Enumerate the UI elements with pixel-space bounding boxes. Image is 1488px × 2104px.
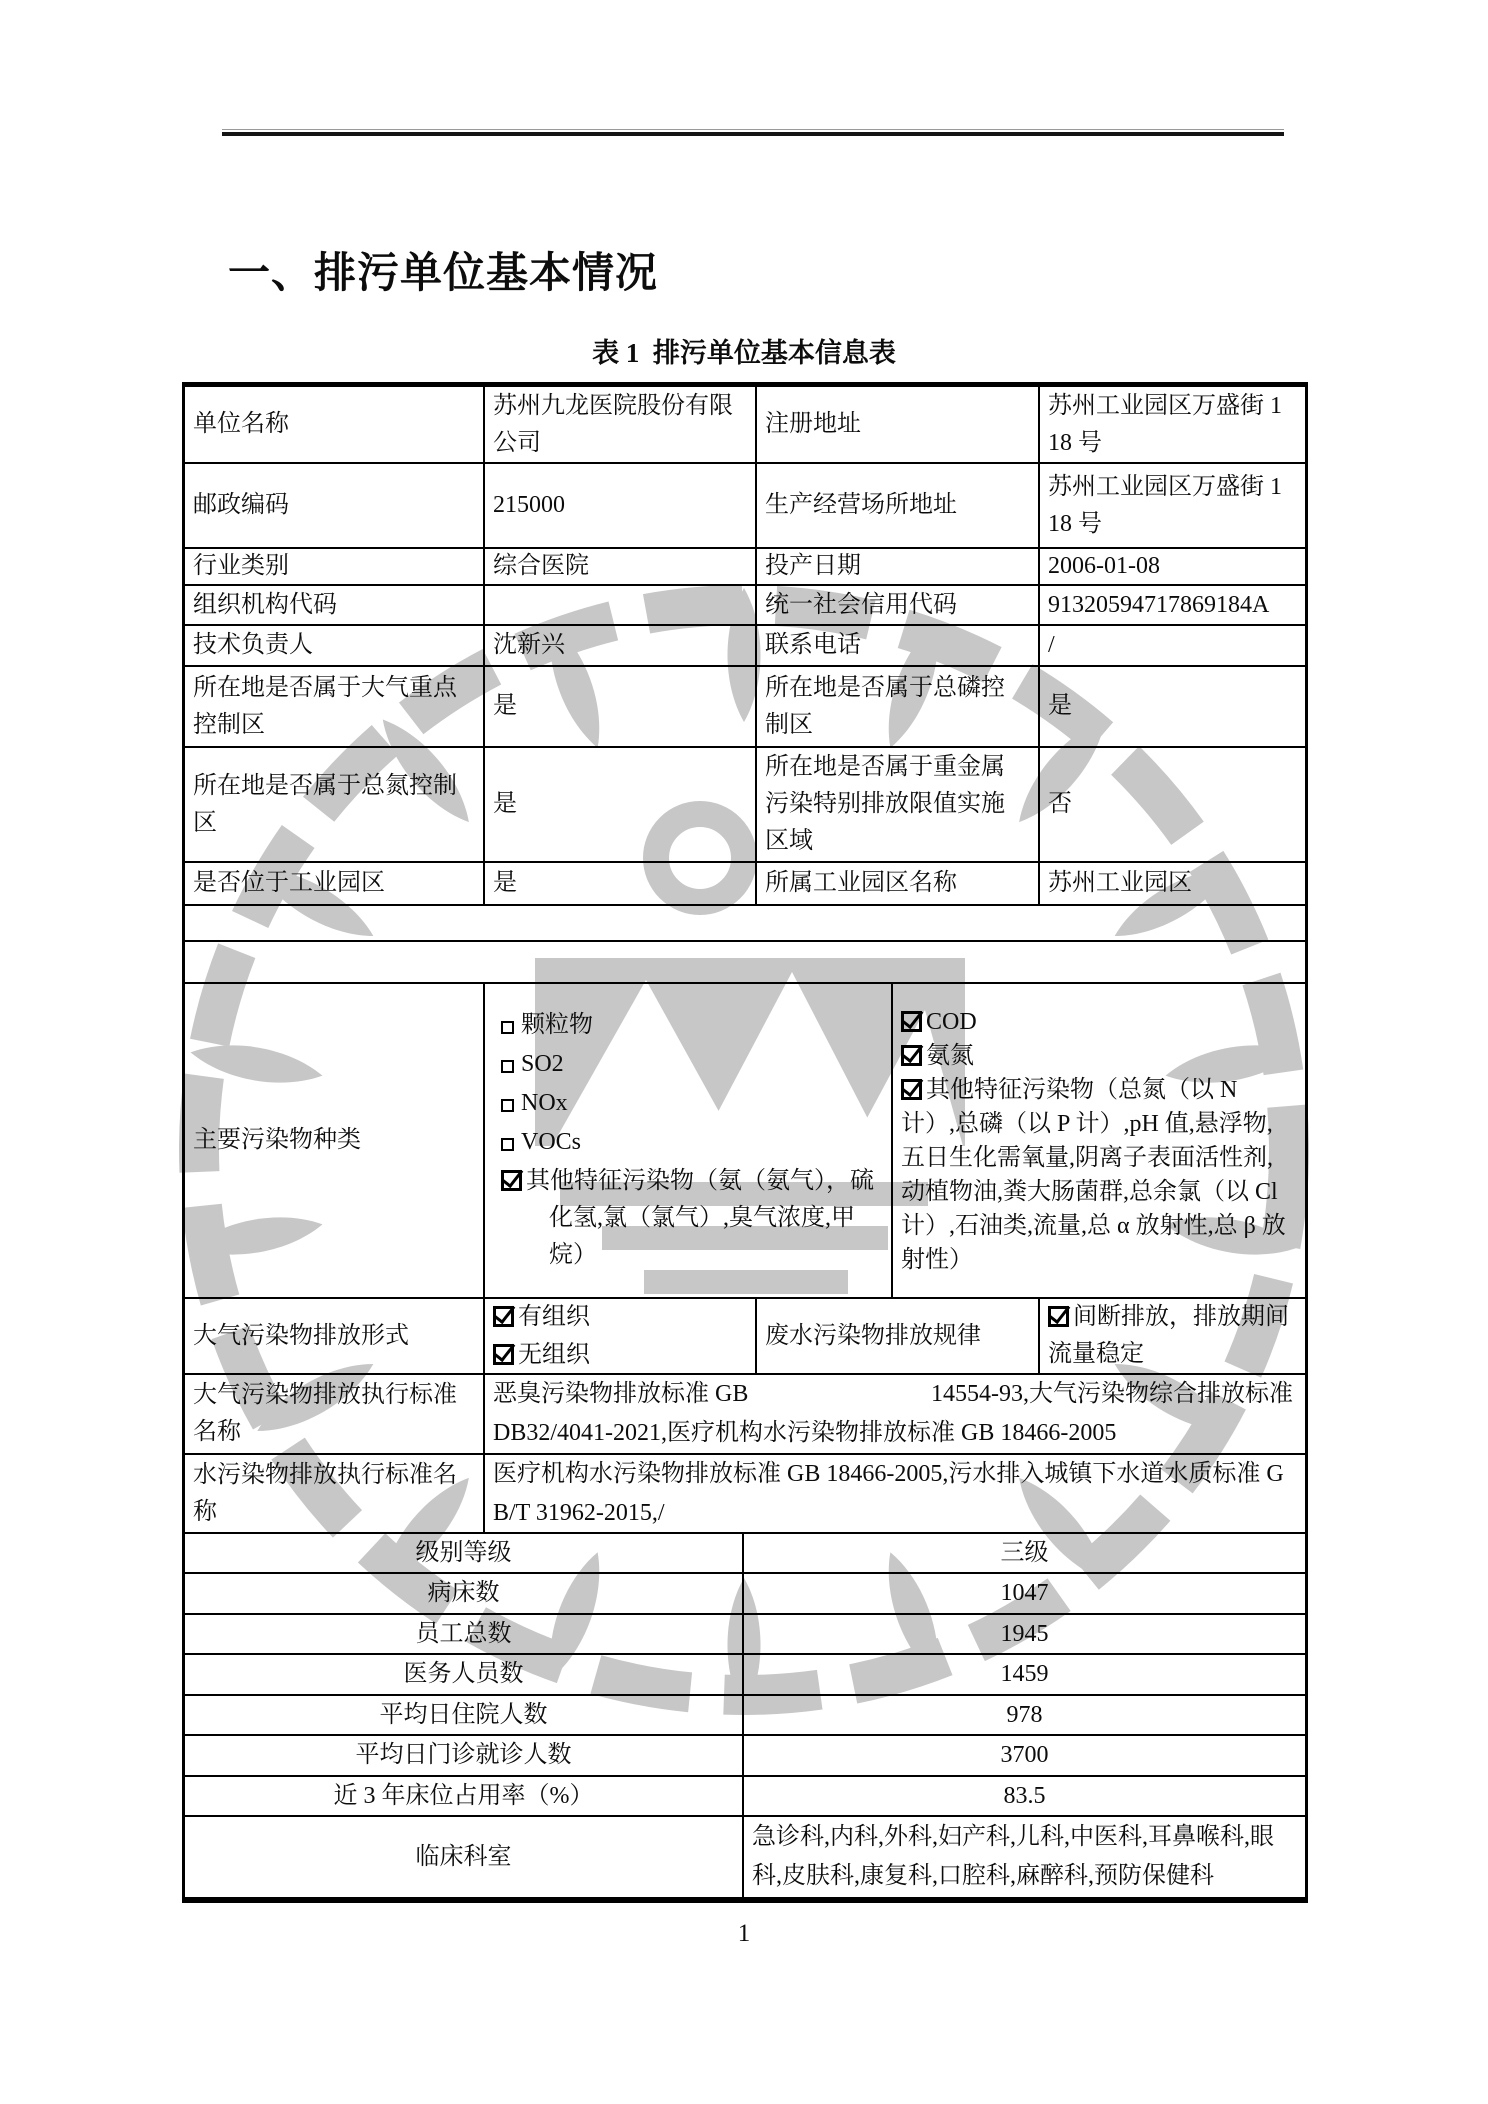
avg-inpatients-value: 978 xyxy=(1006,1701,1043,1728)
departments-value: 急诊科,内科,外科,妇产科,儿科,中医科,耳鼻喉科,眼科,皮肤科,康复科,口腔科,麻醉科,预防保健科 xyxy=(752,1824,1274,1889)
air-standard-line1-right: 14554-93,大气污染物综合排放标准 xyxy=(931,1381,1293,1407)
checkbox-icon xyxy=(501,1060,514,1073)
air-standard-label: 大气污染物排放执行标准名称 xyxy=(185,1375,485,1453)
table-row-unit-name xyxy=(185,387,1305,464)
empty-cell xyxy=(185,942,1305,982)
checkbox-label: 间断排放，排放期间流量稳定 xyxy=(1048,1304,1289,1367)
staff-count-value: 1945 xyxy=(1000,1620,1049,1647)
table-row-emission-form xyxy=(185,1299,1305,1375)
phone-value: / xyxy=(1048,632,1055,658)
table-row-industrial-park xyxy=(185,863,1305,906)
checkbox-item xyxy=(493,1336,590,1374)
table-row-stat xyxy=(185,1615,1305,1655)
checkbox-icon xyxy=(901,1045,922,1066)
industry-value: 综合医院 xyxy=(485,549,757,584)
grade-level-value: 三级 xyxy=(1000,1539,1049,1566)
table-row-air-standard xyxy=(185,1375,1305,1455)
in-park-label: 是否位于工业园区 xyxy=(185,863,485,904)
basic-info-table xyxy=(182,382,1308,1903)
checkbox-label: 其他特征污染物（氨（氨气），硫化氢,氯（氯气）,臭气浓度,甲烷） xyxy=(526,1168,874,1268)
registered-address-label: 注册地址 xyxy=(757,387,1040,462)
org-code-value xyxy=(485,586,757,624)
unit-name-value: 苏州九龙医院股份有限公司 xyxy=(485,387,757,462)
table-row-water-standard xyxy=(185,1455,1305,1534)
unit-name-label: 单位名称 xyxy=(185,387,485,462)
checkbox-item xyxy=(493,1299,590,1336)
table-row-stat xyxy=(185,1534,1305,1574)
table-row-industry xyxy=(185,549,1305,586)
business-address-value: 苏州工业园区万盛街 118 号 xyxy=(1048,473,1282,537)
postcode-label: 邮政编码 xyxy=(185,464,485,547)
checkbox-icon xyxy=(901,1079,922,1100)
nitrogen-zone-label: 所在地是否属于总氮控制区 xyxy=(185,748,485,861)
tech-lead-label: 技术负责人 xyxy=(185,626,485,665)
checkbox-item xyxy=(493,1124,581,1161)
table-row-empty-2 xyxy=(185,942,1305,984)
checkbox-icon xyxy=(501,1138,514,1151)
production-date-label: 投产日期 xyxy=(757,549,1040,584)
checkbox-label: 有组织 xyxy=(518,1304,590,1330)
avg-outpatients-label: 平均日门诊就诊人数 xyxy=(185,1736,744,1775)
air-standard-line2: DB32/4041-2021,医疗机构水污染物排放标准 GB 18466-2005 xyxy=(493,1420,1117,1446)
section-title: 一、排污单位基本情况 xyxy=(228,251,659,297)
industry-label: 行业类别 xyxy=(185,549,485,584)
table-row-tech-lead xyxy=(185,626,1305,667)
table-row-stat xyxy=(185,1736,1305,1777)
water-standard-label: 水污染物排放执行标准名称 xyxy=(185,1455,485,1532)
bed-count-label: 病床数 xyxy=(185,1574,744,1613)
checkbox-label: 颗粒物 xyxy=(521,1012,593,1038)
park-name-value: 苏州工业园区 xyxy=(1048,870,1192,896)
table-row-stat xyxy=(185,1777,1305,1817)
departments-label: 临床科室 xyxy=(185,1817,744,1897)
checkbox-label: 无组织 xyxy=(518,1342,590,1368)
air-standard-line1 xyxy=(493,1375,1293,1414)
tech-lead-value: 沈新兴 xyxy=(485,626,757,665)
checkbox-item xyxy=(493,1007,593,1044)
nitrogen-zone-value: 是 xyxy=(485,748,757,861)
air-emission-form-options xyxy=(485,1299,757,1373)
table-caption: 表 1 排污单位基本信息表 xyxy=(592,338,896,368)
checkbox-icon xyxy=(501,1099,514,1112)
checkbox-label: NOx xyxy=(521,1090,568,1116)
staff-count-label: 员工总数 xyxy=(185,1615,744,1653)
page-number: 1 xyxy=(737,1920,751,1947)
checkbox-icon xyxy=(1048,1306,1069,1327)
checkbox-label: SO2 xyxy=(521,1051,564,1077)
postcode-value: 215000 xyxy=(485,464,757,547)
air-key-zone-label: 所在地是否属于大气重点控制区 xyxy=(185,667,485,746)
bed-occupancy-label: 近 3 年床位占用率（%） xyxy=(185,1777,744,1815)
empty-cell xyxy=(185,906,1305,940)
checkbox-item xyxy=(901,1073,1293,1277)
table-row-air-key-zone xyxy=(185,667,1305,748)
table-row-departments xyxy=(185,1817,1305,1897)
medical-staff-value: 1459 xyxy=(1000,1661,1049,1687)
main-pollutants-label: 主要污染物种类 xyxy=(185,984,485,1297)
wastewater-pattern-label: 废水污染物排放规律 xyxy=(757,1299,1040,1373)
medical-staff-label: 医务人员数 xyxy=(185,1655,744,1694)
checkbox-icon xyxy=(493,1306,514,1327)
air-standard-value xyxy=(485,1375,1305,1453)
checkbox-item xyxy=(493,1085,568,1122)
checkbox-item xyxy=(493,1046,566,1083)
checkbox-icon xyxy=(901,1011,922,1032)
checkbox-label: 其他特征污染物（总氮（以 N 计）,总磷（以 P 计）,pH 值,悬浮物,五日生化需氧量,阴离子表面活性剂,动植物油,粪大肠菌群,总余氯（以 Cl 计）,石油类,流量,总 α 放射性,总 β 放射性） xyxy=(901,1076,1286,1273)
bed-occupancy-value: 83.5 xyxy=(1003,1782,1046,1809)
water-standard-value: 医疗机构水污染物排放标准 GB 18466-2005,污水排入城镇下水道水质标准 GB/T 31962-2015,/ xyxy=(493,1460,1284,1526)
checkbox-item xyxy=(493,1163,879,1274)
production-date-value: 2006-01-08 xyxy=(1048,553,1160,579)
credit-code-label: 统一社会信用代码 xyxy=(757,586,1040,624)
air-pollutant-checklist xyxy=(485,984,893,1297)
table-row-postcode xyxy=(185,464,1305,549)
table-row-empty-1 xyxy=(185,906,1305,942)
checkbox-item xyxy=(901,1039,974,1073)
page-header-rule xyxy=(222,132,1284,136)
air-key-zone-value: 是 xyxy=(485,667,757,746)
avg-outpatients-value: 3700 xyxy=(1000,1742,1049,1768)
checkbox-icon xyxy=(501,1021,514,1034)
table-row-stat xyxy=(185,1574,1305,1615)
business-address-label: 生产经营场所地址 xyxy=(757,464,1040,547)
heavy-metal-zone-label: 所在地是否属于重金属污染特别排放限值实施区域 xyxy=(757,748,1040,861)
org-code-label: 组织机构代码 xyxy=(185,586,485,624)
in-park-value: 是 xyxy=(485,863,757,904)
park-name-label: 所属工业园区名称 xyxy=(757,863,1040,904)
checkbox-label: 氨氮 xyxy=(926,1042,974,1069)
checkbox-label: COD xyxy=(926,1008,977,1035)
bed-count-value: 1047 xyxy=(1000,1580,1049,1606)
table-row-nitrogen-zone xyxy=(185,748,1305,863)
checkbox-icon xyxy=(493,1344,514,1365)
checkbox-icon xyxy=(501,1170,522,1191)
water-pollutant-checklist xyxy=(893,984,1305,1297)
phosphorus-zone-value: 是 xyxy=(1048,693,1072,719)
wastewater-pattern-option xyxy=(1040,1299,1305,1373)
credit-code-value: 91320594717869184A xyxy=(1048,591,1270,618)
heavy-metal-zone-value: 否 xyxy=(1048,791,1072,817)
avg-inpatients-label: 平均日住院人数 xyxy=(185,1696,744,1734)
table-row-main-pollutants xyxy=(185,984,1305,1299)
grade-level-label: 级别等级 xyxy=(185,1534,744,1572)
table-row-org-code xyxy=(185,586,1305,626)
table-row-stat xyxy=(185,1696,1305,1736)
checkbox-item xyxy=(1048,1299,1293,1373)
air-emission-form-label: 大气污染物排放形式 xyxy=(185,1299,485,1373)
air-standard-line1-left: 恶臭污染物排放标准 GB xyxy=(493,1381,749,1407)
phosphorus-zone-label: 所在地是否属于总磷控制区 xyxy=(757,667,1040,746)
phone-label: 联系电话 xyxy=(757,626,1040,665)
checkbox-label: VOCs xyxy=(521,1129,582,1155)
table-row-stat xyxy=(185,1655,1305,1696)
registered-address-value: 苏州工业园区万盛街 118 号 xyxy=(1048,392,1282,456)
checkbox-item xyxy=(901,1005,977,1039)
